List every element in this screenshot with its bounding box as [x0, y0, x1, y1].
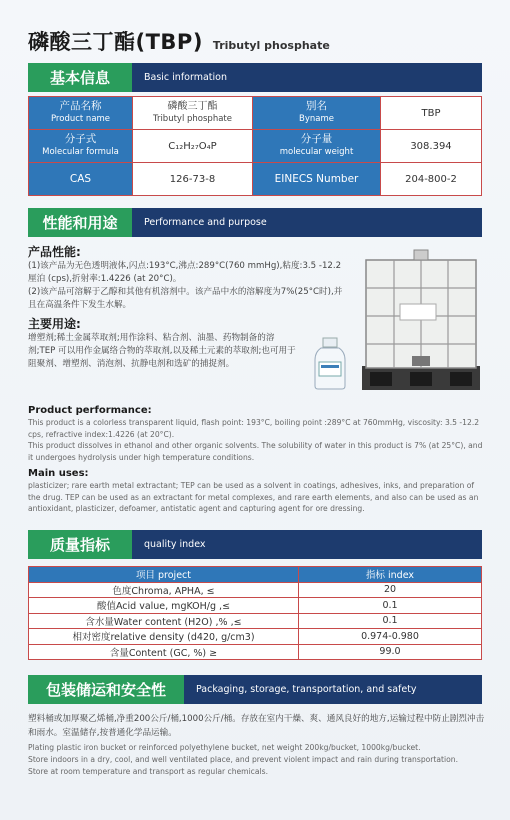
quality-header-index: 指标 index	[299, 567, 482, 583]
product-name-value: 磷酸三丁酯 Tributyl phosphate	[133, 97, 253, 130]
title-row	[28, 26, 330, 56]
section-basic-title-cn: 基本信息	[28, 63, 132, 92]
quality-value: 0.1	[299, 598, 482, 614]
cas-label: CAS	[29, 163, 133, 196]
formula-value: C₁₂H₂₇O₄P	[133, 130, 253, 163]
einecs-value: 204-800-2	[381, 163, 482, 196]
table-row	[29, 644, 482, 660]
quality-value: 0.974-0.980	[299, 629, 482, 645]
weight-value: 308.394	[381, 130, 482, 163]
product-name-label: 产品名称 Product name	[29, 97, 133, 130]
table-row	[29, 598, 482, 614]
section-performance-title-en: Performance and purpose	[132, 208, 482, 237]
performance-p2-en: This product dissolves in ethanol and other organic solvents. The solubility of water in this product is 7% (at 25°C), and it undergoes hydrolysis under high temperature conditions.	[28, 441, 483, 462]
quality-item: 酸值Acid value, mgKOH/g ,≤	[29, 598, 299, 614]
uses-en: plasticizer; rare earth metal extractant; TEP can be used as a solvent in coatings, adhesives, inks, and preparation of the drug. TEP can be used as an extractant for metal complexes, and rare earth elements, and also can be used as an antioxidant, plasticizer, defoamer, antistatic agent and capturing agent for ore dressing.	[28, 481, 479, 513]
weight-label: 分子量 molecular weight	[253, 130, 381, 163]
section-packaging-title-en: Packaging, storage, transportation, and safety	[184, 675, 482, 704]
quality-item: 含量Content (GC, %) ≥	[29, 644, 299, 660]
table-row	[29, 613, 482, 629]
quality-value: 99.0	[299, 644, 482, 660]
byname-label: 别名 Byname	[253, 97, 381, 130]
section-basic-header	[28, 63, 482, 92]
ibc-tote-image	[356, 248, 486, 396]
page-title: 磷酸三丁酯(TBP)	[28, 30, 203, 54]
performance-p1-cn: (1)该产品为无色透明液体,闪点:193°C,沸点:289°C(760 mmHg),粘度:3.5 -12.2 厘泊 (cps),折射率:1.4226 (at 20°C)。	[28, 261, 342, 284]
basic-info-table	[28, 96, 482, 196]
packaging-en-1: Plating plastic iron bucket or reinforced polyethylene bucket, net weight 200kg/bucket, 1000kg/bucket.	[28, 743, 421, 752]
uses-cn: 增塑剂;稀土金属萃取剂;用作涂料、粘合剂、油墨、药物制备的溶剂;TEP 可以用作金属络合物的萃取剂,以及稀土元素的萃取剂;也可用于阻聚剂、增塑剂、消泡剂、抗静电剂和选矿的捕捉剂。	[28, 333, 296, 369]
performance-p1-en: This product is a colorless transparent liquid, flash point: 193°C, boiling point :289°C at 760mmHg, viscosity: 3.5 -12.2 cps, refractive index:1.4226 (at 20°C).	[28, 418, 480, 439]
section-performance-header	[28, 208, 482, 237]
page-subtitle: Tributyl phosphate	[212, 39, 330, 52]
cas-value: 126-73-8	[133, 163, 253, 196]
einecs-label: EINECS Number	[253, 163, 381, 196]
packaging-block	[28, 712, 488, 778]
quality-item: 相对密度relative density (d420, g/cm3)	[29, 629, 299, 645]
packaging-cn: 塑料桶或加厚聚乙烯桶,净重200公斤/桶,1000公斤/桶。存放在室内干燥、爽、通风良好的地方,运输过程中防止剧烈冲击和雨水。室温储存,按普通化学品运输。	[28, 714, 485, 738]
quality-header-row	[29, 567, 482, 583]
quality-item: 含水量Water content (H2O) ,% ,≤	[29, 613, 299, 629]
uses-heading-cn: 主要用途:	[28, 317, 81, 331]
section-packaging-title-cn: 包装储运和安全性	[28, 675, 184, 704]
section-packaging-header	[28, 675, 482, 704]
uses-heading-en: Main uses:	[28, 468, 89, 479]
packaging-en-2: Store indoors in a dry, cool, and well ventilated place, and prevent violent impact and rain during transportation.	[28, 755, 458, 764]
quality-item: 色度Chroma, APHA, ≤	[29, 582, 299, 598]
formula-label: 分子式 Molecular formula	[29, 130, 133, 163]
performance-heading-en: Product performance:	[28, 405, 152, 416]
packaging-en-3: Store at room temperature and transport as regular chemicals.	[28, 767, 268, 776]
quality-value: 0.1	[299, 613, 482, 629]
section-quality-title-en: quality index	[132, 530, 482, 559]
quality-value: 20	[299, 582, 482, 598]
table-row	[29, 582, 482, 598]
section-basic-title-en: Basic information	[132, 63, 482, 92]
quality-header-project: 项目 project	[29, 567, 299, 583]
performance-cn-block	[28, 246, 350, 371]
table-row	[29, 629, 482, 645]
section-quality-title-cn: 质量指标	[28, 530, 132, 559]
quality-table	[28, 566, 482, 660]
section-quality-header	[28, 530, 482, 559]
sample-bottle-image	[312, 336, 348, 390]
byname-value: TBP	[381, 97, 482, 130]
performance-en-block	[28, 404, 484, 515]
performance-p2-cn: (2)该产品可溶解于乙醇和其他有机溶剂中。该产品中水的溶解度为7%(25°C时),并且在高温条件下发生水解。	[28, 287, 343, 310]
section-performance-title-cn: 性能和用途	[28, 208, 132, 237]
performance-heading-cn: 产品性能:	[28, 245, 81, 259]
